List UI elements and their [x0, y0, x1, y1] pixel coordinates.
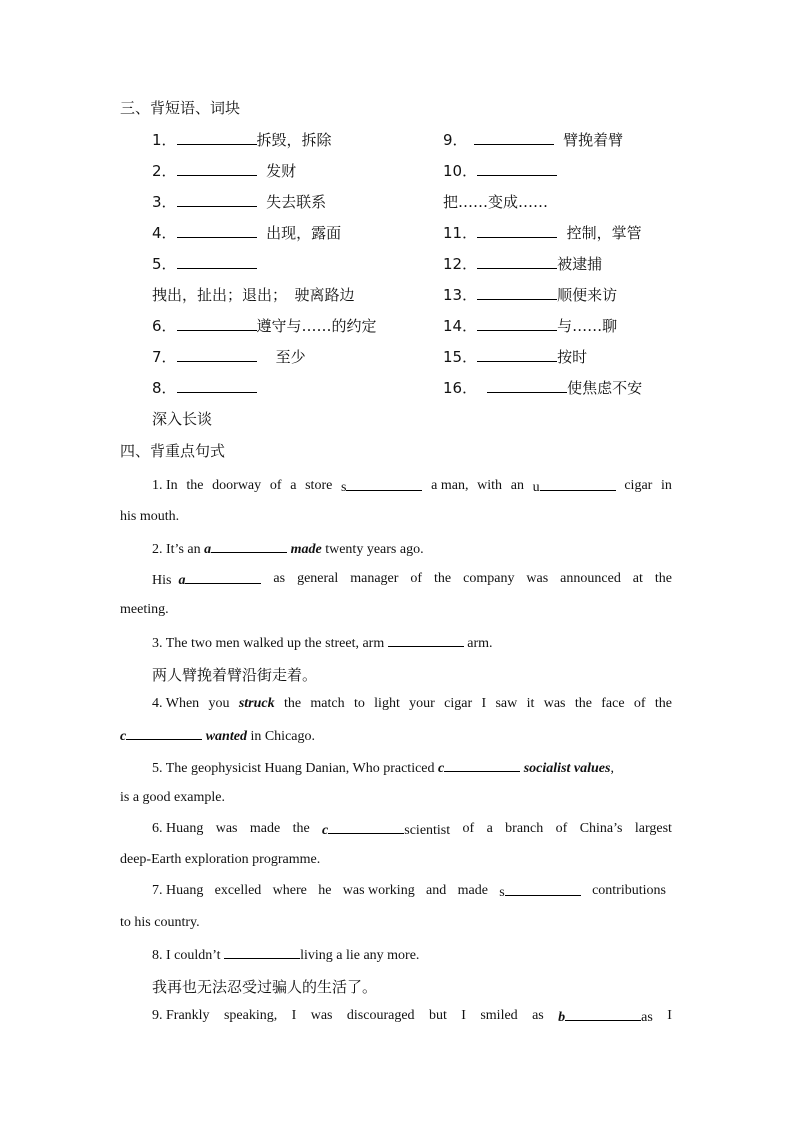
phrase-item-1: 1． 拆毁，拆除	[152, 131, 332, 149]
answer-blank[interactable]	[477, 318, 557, 331]
answer-blank[interactable]	[487, 380, 567, 393]
answer-blank[interactable]	[444, 759, 520, 772]
answer-blank[interactable]	[177, 194, 257, 207]
answer-blank[interactable]	[177, 163, 257, 176]
answer-blank[interactable]	[177, 225, 257, 238]
sentence-8: 8. I couldn’t living a lie any more.	[152, 948, 420, 963]
answer-blank[interactable]	[477, 163, 557, 176]
answer-blank[interactable]	[346, 478, 422, 491]
answer-blank[interactable]	[126, 727, 202, 740]
phrase-item-8-meaning: 深入长谈	[152, 410, 213, 428]
phrase-item-14: 14． 与……聊	[443, 317, 618, 335]
sentence-2b-cont: meeting.	[120, 602, 169, 617]
phrase-item-12: 12． 被逮捕	[443, 255, 603, 273]
phrase-item-10: 10．	[443, 160, 557, 181]
answer-blank[interactable]	[477, 287, 557, 300]
answer-blank[interactable]	[177, 380, 257, 393]
answer-blank[interactable]	[211, 540, 287, 553]
sentence-3: 3. The two men walked up the street, arm arm.	[152, 636, 493, 651]
sentence-1: 1. In the doorway of a store s a man, with an u cigar in	[152, 478, 672, 495]
sentence-5-cont: is a good example.	[120, 790, 225, 805]
sentence-5: 5. The geophysicist Huang Danian, Who practiced c socialist values,	[152, 761, 614, 776]
phrase-item-16: 16． 使焦虑不安	[443, 379, 643, 397]
answer-blank[interactable]	[388, 634, 464, 647]
phrase-item-4: 4． 出现，露面	[152, 224, 342, 242]
answer-blank[interactable]	[477, 256, 557, 269]
answer-blank[interactable]	[185, 571, 261, 584]
phrase-item-7: 7． 至少	[152, 348, 306, 366]
phrase-item-13: 13． 顺便来访	[443, 286, 618, 304]
answer-blank[interactable]	[177, 256, 257, 269]
answer-blank[interactable]	[505, 883, 581, 896]
sentence-9: 9. Frankly speaking, I was discouraged but I smiled as b as I	[152, 1008, 672, 1025]
phrase-item-8: 8．	[152, 377, 257, 398]
section-4-heading: 四、背重点句式	[120, 442, 226, 460]
phrase-item-5-meaning: 拽出，扯出；退出； 驶离路边	[152, 286, 355, 304]
answer-blank[interactable]	[565, 1008, 641, 1021]
sentence-6-cont: deep-Earth exploration programme.	[120, 852, 321, 867]
section-3-heading: 三、背短语、词块	[120, 99, 241, 117]
answer-blank[interactable]	[477, 225, 557, 238]
sentence-2b: His a as general manager of the company was announced at the	[152, 571, 672, 588]
answer-blank[interactable]	[328, 821, 404, 834]
phrase-item-5: 5．	[152, 253, 257, 274]
sentence-2: 2. It’s an a made twenty years ago.	[152, 542, 424, 557]
answer-blank[interactable]	[177, 318, 257, 331]
sentence-4: 4. When you struck the match to light your cigar I saw it was the face of the	[152, 696, 672, 711]
sentence-4-cont: c wanted in Chicago.	[120, 729, 315, 744]
phrase-item-6: 6． 遵守与……的约定	[152, 317, 377, 335]
sentence-8-translation: 我再也无法忍受过骗人的生活了。	[152, 978, 378, 996]
answer-blank[interactable]	[540, 478, 616, 491]
sentence-6: 6. Huang was made the c scientist of a branch of China’s largest	[152, 821, 672, 838]
answer-blank[interactable]	[477, 349, 557, 362]
answer-blank[interactable]	[224, 946, 300, 959]
sentence-1-cont: his mouth.	[120, 509, 180, 524]
phrase-item-11: 11． 控制，掌管	[443, 224, 642, 242]
answer-blank[interactable]	[177, 132, 257, 145]
answer-blank[interactable]	[474, 132, 554, 145]
phrase-item-3: 3． 失去联系	[152, 193, 327, 211]
sentence-3-translation: 两人臂挽着臂沿街走着。	[152, 666, 318, 684]
phrase-item-10-meaning: 把……变成……	[443, 193, 549, 211]
sentence-7-cont: to his country.	[120, 915, 200, 930]
answer-blank[interactable]	[177, 349, 257, 362]
sentence-7: 7. Huang excelled where he was working and made s contributions	[152, 883, 666, 900]
phrase-item-2: 2． 发财	[152, 162, 297, 180]
phrase-item-15: 15． 按时	[443, 348, 588, 366]
phrase-item-9: 9． 臂挽着臂	[443, 131, 624, 149]
